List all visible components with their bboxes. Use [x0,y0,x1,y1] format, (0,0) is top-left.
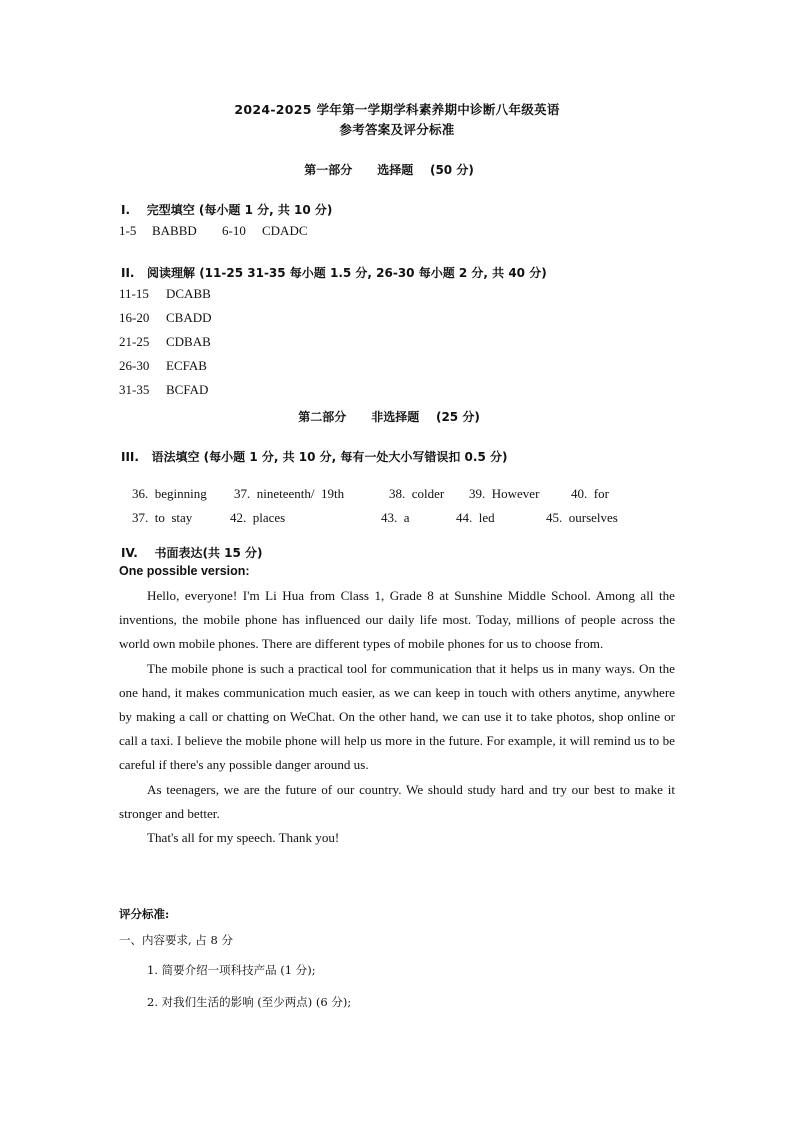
scoring-heading: 评分标准: [119,907,170,921]
answer-string: BCFAD [166,382,209,397]
answer-string: CDADC [262,223,308,238]
answer-row [119,358,207,374]
section2-heading: II. 阅读理解 (11-25 31-35 每小题 1.5 分, 26-30 每小题 2 分, 共 40 分) [121,266,547,280]
doc-title: 2024-2025 学年第一学期学科素养期中诊断八年级英语 [234,102,560,117]
answer-string: CDBAB [166,334,211,349]
grammar-answer: 37. nineteenth/ 19th [234,486,345,501]
grammar-answer: 39. However [469,486,540,501]
scoring-subitem: 1. 简要介绍一项科技产品 (1 分); [147,963,316,977]
range-label: 6-10 [222,223,246,238]
range-label: 1-5 [119,223,137,238]
grammar-answer: 37. to stay [132,510,193,525]
part2-heading: 第二部分 非选择题 (25 分) [298,410,480,424]
section1-heading: I. 完型填空 (每小题 1 分, 共 10 分) [121,203,333,217]
grammar-answer: 36. beginning [132,486,207,501]
section1-answers [119,223,308,239]
essay-paragraph: The mobile phone is such a practical tool for communication that it helps us in many ways. On the one hand, it makes communication much easier, as we can keep in touch with others anytime, anywhere by making a call or chatting on WeChat. On the other hand, we can use it to take photos, shop online or call a taxi. I believe the mobile phone will help us more in the future. For example, it will remind us to be careful if there's any possible danger around us. [119,660,675,773]
answer-string: CBADD [166,310,212,325]
range-label: 21-25 [119,334,150,349]
section4-heading: IV. 书面表达(共 15 分) [121,546,263,560]
grammar-answer: 40. for [571,486,609,501]
essay-paragraph: That's all for my speech. Thank you! [147,830,340,846]
section3-heading: III. 语法填空 (每小题 1 分, 共 10 分, 每有一处大小写错误扣 0.5 分) [121,450,508,464]
answer-row [119,286,211,302]
essay-paragraph: As teenagers, we are the future of our country. We should study hard and try our best to make it stronger and better. [119,781,675,821]
doc-subtitle: 参考答案及评分标准 [339,122,455,137]
grammar-answer: 42. places [230,510,286,525]
scoring-subitem: 2. 对我们生活的影响 (至少两点) (6 分); [147,995,352,1009]
answer-row [119,310,212,326]
range-label: 31-35 [119,382,150,397]
range-label: 11-15 [119,286,149,301]
answer-row [119,382,208,398]
model-essay [119,584,675,850]
grammar-answer: 45. ourselves [546,510,618,525]
part1-heading: 第一部分 选择题 (50 分) [304,163,474,177]
scoring-item: 一、内容要求, 占 8 分 [119,933,233,947]
possible-version-label: One possible version: [119,564,250,578]
answer-string: BABBD [152,223,197,238]
grammar-answers-row2 [119,494,618,542]
range-label: 26-30 [119,358,150,373]
answer-row [119,334,211,350]
range-label: 16-20 [119,310,150,325]
essay-paragraph: Hello, everyone! I'm Li Hua from Class 1, Grade 8 at Sunshine Middle School. Among all the inventions, the mobile phone has influenced our daily life most. Today, millions of people across the world own mobile phones. There are different types of mobile phones for us to choose from. [119,588,675,652]
grammar-answer: 44. led [456,510,495,525]
answer-string: ECFAB [166,358,207,373]
grammar-answer: 38. colder [389,486,445,501]
answer-string: DCABB [166,286,211,301]
grammar-answer: 43. a [381,510,410,525]
